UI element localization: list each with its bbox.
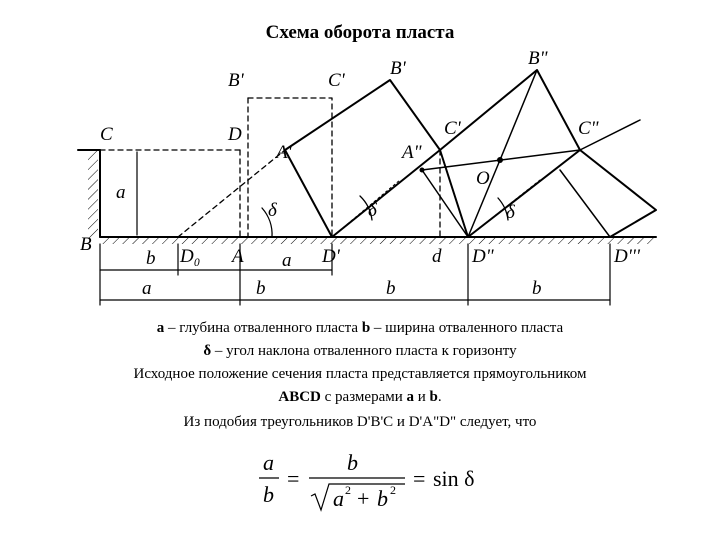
label-d-tprime: D''' — [614, 246, 640, 267]
formula-eq-1: = — [287, 466, 300, 491]
label-delta-3: δ — [506, 202, 515, 223]
formula-rhs: sin δ — [433, 466, 475, 491]
caption-line-3: Исходное положение сечения пласта представляется прямоугольником — [133, 366, 587, 382]
formula-den-b: b — [377, 486, 388, 511]
point-o — [497, 157, 503, 163]
label-c-dprime: C" — [578, 118, 599, 139]
label-c-prime-1: C' — [328, 70, 345, 91]
layer-2-side — [422, 170, 468, 237]
caption-line-5: Из подобия треугольников D'B'C и D'A"D" следует, что — [183, 414, 537, 430]
label-c: C — [100, 124, 113, 145]
formula-eq-2: = — [413, 466, 426, 491]
dim-b-3: b — [386, 278, 396, 299]
layer-2-diag — [500, 70, 537, 160]
dim-a-1: a — [142, 278, 152, 299]
dim-b-1: b — [146, 248, 156, 269]
layer-3-side — [560, 170, 610, 237]
formula-sq-1: 2 — [345, 483, 351, 497]
formula-num-2: b — [347, 450, 358, 475]
caption-line-4: ABCD с размерами a и b. — [278, 389, 442, 405]
label-delta-2: δ — [368, 200, 377, 221]
label-a: A — [232, 246, 244, 267]
caption-line-1: a – глубина отваленного пласта b – ширина отваленного пласта — [156, 320, 564, 336]
label-c-prime-2: C' — [444, 118, 461, 139]
diag-dashed — [178, 150, 285, 237]
formula-sq-2: 2 — [390, 483, 396, 497]
wall-hatch — [88, 150, 98, 238]
page-title: Схема оборота пласта — [265, 22, 455, 43]
label-b: B — [80, 234, 92, 255]
layer-3 — [580, 150, 656, 237]
dim-b-2: b — [256, 278, 266, 299]
label-d-dprime: D" — [472, 246, 494, 267]
formula-den-a: a — [333, 486, 344, 511]
ground-hatch — [100, 238, 656, 244]
label-b-prime-1: B' — [228, 70, 244, 91]
formula-num-1: a — [263, 450, 274, 475]
label-a-dprime: A" — [402, 142, 422, 163]
formula — [255, 448, 495, 518]
label-d-mid: d — [432, 246, 442, 267]
label-b-dprime: B" — [528, 48, 548, 69]
formula-plus: + — [357, 486, 370, 511]
dim-a-2: a — [282, 250, 292, 271]
label-b-prime-2: B' — [390, 58, 406, 79]
label-d: D — [228, 124, 242, 145]
label-delta-1: δ — [268, 200, 277, 221]
caption-line-2: δ – угол наклона отваленного пласта к горизонту — [203, 343, 517, 359]
label-o: O — [476, 168, 490, 189]
rotated-section-dashed — [248, 98, 332, 237]
formula-den-1: b — [263, 482, 274, 507]
label-d0: D₀ — [180, 246, 201, 267]
label-d-prime: D' — [322, 246, 340, 267]
label-a-left: a — [116, 182, 126, 203]
label-a-prime: A' — [276, 142, 292, 163]
dim-b-4: b — [532, 278, 542, 299]
